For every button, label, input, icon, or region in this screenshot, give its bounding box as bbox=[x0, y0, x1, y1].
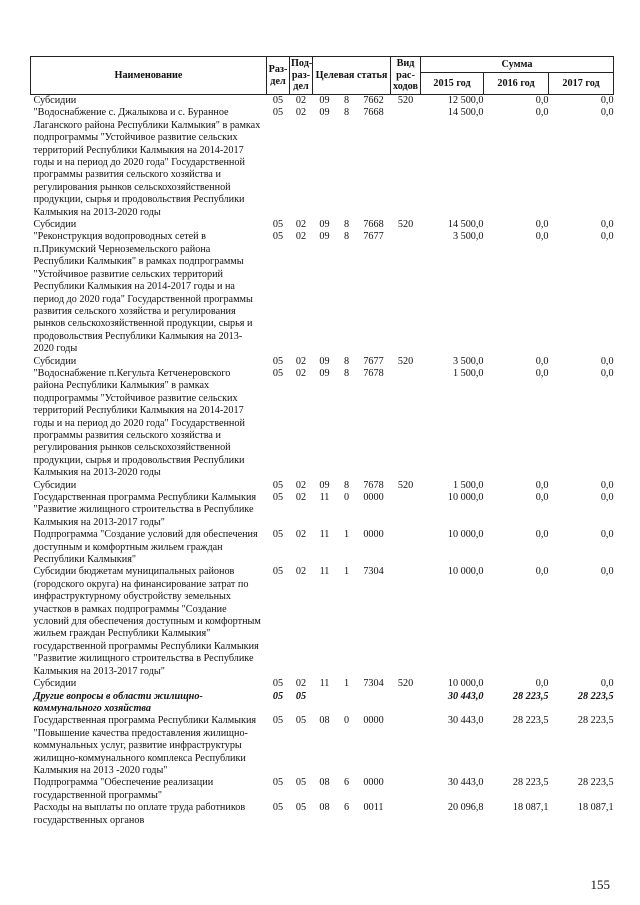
row-sum-2017: 0,0 bbox=[600, 231, 614, 243]
page-number: 155 bbox=[590, 876, 610, 892]
row-target-subprogram: 0 bbox=[343, 492, 350, 503]
row-target-code: 7304 bbox=[363, 566, 384, 578]
row-vid: 520 bbox=[397, 678, 414, 690]
row-name: Субсидии bbox=[33, 678, 77, 690]
table-row bbox=[31, 95, 614, 108]
table-row bbox=[31, 566, 614, 678]
row-razdel: 05 bbox=[272, 492, 284, 503]
row-podrazdel: 05 bbox=[295, 777, 307, 789]
row-target-program: 08 bbox=[319, 802, 330, 814]
header-2016: 2016 год bbox=[484, 73, 549, 95]
row-name: Государственная программа Республики Калмыкия "Развитие жилищного строительства в Республике Калмыкия на 2013-2017 годы" bbox=[33, 492, 257, 528]
row-target-subprogram: 6 bbox=[343, 777, 350, 789]
row-target-code: 0000 bbox=[363, 777, 384, 789]
row-podrazdel: 02 bbox=[295, 367, 307, 379]
row-sum-2016: 28 223,5 bbox=[512, 715, 549, 727]
row-name: Подпрограмма "Обеспечение реализации государственной программы" bbox=[33, 777, 214, 801]
row-target-code: 0000 bbox=[363, 715, 384, 727]
header-razdel: Раз-дел bbox=[267, 57, 290, 95]
row-target-subprogram: 8 bbox=[343, 107, 350, 119]
row-target-code: 0000 bbox=[363, 492, 384, 503]
row-podrazdel: 05 bbox=[295, 715, 307, 727]
row-name: Подпрограмма "Создание условий для обеспечения доступным и комфортным жильем граждан Республики Калмыкия" bbox=[33, 529, 258, 566]
table-row bbox=[31, 107, 614, 219]
row-sum-2015: 10 000,0 bbox=[447, 492, 484, 503]
row-target-program: 09 bbox=[319, 231, 330, 243]
row-sum-2015: 3 500,0 bbox=[452, 355, 484, 367]
row-target-subprogram: 1 bbox=[343, 566, 350, 578]
row-vid bbox=[391, 231, 421, 355]
row-name: Государственная программа Республики Калмыкия "Повышение качества предоставления жилищно-коммунальных услуг, развитие инфраструктуры жилищно-коммунального комплекса Республики Калмыкия на 2013 -2020 годы" bbox=[33, 715, 257, 776]
row-name: "Реконструкция водопроводных сетей в п.Прикумский Черноземельского района Республики Калмыкия" в рамках подпрограммы "Устойчивое развитие сельских территорий Республики Калмыкия на 2014-2017 годы и на период до 2020 года" Государственной программы развития сельского хозяйства и регулирования рынков сельскохозяйственной продукции, сырья и продовольствия Республики Калмыкия на 2013-2020 годы bbox=[33, 231, 253, 355]
row-sum-2016: 0,0 bbox=[535, 492, 549, 503]
row-target-program: 09 bbox=[319, 479, 330, 491]
row-podrazdel: 02 bbox=[295, 355, 307, 367]
row-target-code: 7677 bbox=[363, 231, 384, 243]
row-razdel: 05 bbox=[272, 566, 284, 578]
row-target-subprogram: 1 bbox=[343, 529, 350, 541]
table-row bbox=[31, 777, 614, 802]
row-sum-2016: 0,0 bbox=[535, 95, 549, 106]
table-row bbox=[31, 480, 614, 492]
table-row bbox=[31, 356, 614, 368]
row-sum-2015: 10 000,0 bbox=[447, 678, 484, 690]
row-name: Другие вопросы в области жилищно-коммунального хозяйства bbox=[33, 690, 203, 714]
row-target-subprogram: 8 bbox=[343, 95, 350, 106]
row-sum-2017: 0,0 bbox=[600, 479, 614, 491]
row-sum-2016: 0,0 bbox=[535, 367, 549, 379]
header-name: Наименование bbox=[31, 57, 267, 95]
row-sum-2017: 0,0 bbox=[600, 219, 614, 231]
row-podrazdel: 05 bbox=[295, 690, 307, 702]
table-row bbox=[31, 219, 614, 231]
row-target-program: 09 bbox=[319, 219, 330, 231]
table-row bbox=[31, 368, 614, 480]
row-sum-2016: 0,0 bbox=[535, 529, 549, 541]
row-razdel: 05 bbox=[272, 95, 284, 106]
row-podrazdel: 02 bbox=[295, 219, 307, 231]
row-target-subprogram: 8 bbox=[343, 479, 350, 491]
row-sum-2017: 0,0 bbox=[600, 492, 614, 503]
row-razdel: 05 bbox=[272, 529, 284, 541]
row-sum-2016: 0,0 bbox=[535, 566, 549, 578]
row-target-code: 7678 bbox=[363, 479, 384, 491]
row-target-program bbox=[313, 691, 337, 716]
row-sum-2015: 1 500,0 bbox=[452, 367, 484, 379]
row-sum-2017: 0,0 bbox=[600, 107, 614, 119]
row-target-program: 09 bbox=[319, 107, 330, 119]
row-sum-2015: 30 443,0 bbox=[447, 715, 484, 727]
header-2017: 2017 год bbox=[549, 73, 614, 95]
row-sum-2016: 0,0 bbox=[535, 479, 549, 491]
row-target-code: 7668 bbox=[363, 219, 384, 231]
budget-table bbox=[30, 56, 614, 827]
row-name: Субсидии bbox=[33, 355, 77, 367]
row-podrazdel: 02 bbox=[295, 231, 307, 243]
row-name: Расходы на выплаты по оплате труда работников государственных органов bbox=[33, 802, 246, 826]
row-vid bbox=[391, 107, 421, 219]
row-sum-2015: 30 443,0 bbox=[447, 777, 484, 789]
table-row bbox=[31, 715, 614, 777]
row-target-subprogram: 8 bbox=[343, 367, 350, 379]
row-target-program: 09 bbox=[319, 367, 330, 379]
row-target-program: 09 bbox=[319, 95, 330, 106]
row-target-program: 08 bbox=[319, 777, 330, 789]
row-podrazdel: 02 bbox=[295, 492, 307, 503]
row-podrazdel: 02 bbox=[295, 529, 307, 541]
header-2015: 2015 год bbox=[421, 73, 484, 95]
row-vid bbox=[391, 368, 421, 480]
header-podrazdel: Под-раз-дел bbox=[290, 57, 313, 95]
row-podrazdel: 02 bbox=[295, 678, 307, 690]
row-sum-2016: 28 223,5 bbox=[512, 777, 549, 789]
row-target-subprogram bbox=[337, 691, 357, 716]
row-sum-2016: 0,0 bbox=[535, 107, 549, 119]
row-target-code: 0011 bbox=[363, 802, 384, 814]
row-vid bbox=[391, 691, 421, 716]
row-razdel: 05 bbox=[272, 777, 284, 789]
row-razdel: 05 bbox=[272, 219, 284, 231]
row-target-code: 7678 bbox=[363, 367, 384, 379]
row-sum-2017: 0,0 bbox=[600, 355, 614, 367]
row-sum-2017: 0,0 bbox=[600, 566, 614, 578]
row-vid bbox=[391, 492, 421, 529]
row-target-code: 0000 bbox=[363, 529, 384, 541]
header-target: Целевая статья bbox=[313, 57, 391, 95]
row-sum-2017: 18 087,1 bbox=[577, 802, 614, 814]
header-vid: Вид рас-ходов bbox=[391, 57, 421, 95]
row-sum-2017: 28 223,5 bbox=[577, 777, 614, 789]
row-target-subprogram: 8 bbox=[343, 219, 350, 231]
row-target-program: 11 bbox=[319, 529, 330, 541]
row-sum-2017: 28 223,5 bbox=[577, 715, 614, 727]
row-sum-2015: 20 096,8 bbox=[447, 802, 484, 814]
row-vid: 520 bbox=[397, 355, 414, 367]
table-row bbox=[31, 802, 614, 827]
row-sum-2016: 0,0 bbox=[535, 219, 549, 231]
row-sum-2017: 0,0 bbox=[600, 367, 614, 379]
table-row bbox=[31, 678, 614, 690]
row-vid bbox=[391, 777, 421, 802]
row-target-subprogram: 1 bbox=[343, 678, 350, 690]
row-name: "Водоснабжение п.Кегульта Кетченеровского района Республики Калмыкия" в рамках подпрограммы "Устойчивое развитие сельских территорий Республики Калмыкия на 2014-2017 годы и на период до 2020 года" Государственной программы развития сельского хозяйства и регулирования рынков сельскохозяйственной продукции, сырья и продовольствия Республики Калмыкия на 2013-2020 годы bbox=[33, 367, 245, 479]
header-summa: Сумма bbox=[421, 57, 614, 73]
row-sum-2016: 0,0 bbox=[535, 678, 549, 690]
row-target-subprogram: 0 bbox=[343, 715, 350, 727]
row-target-code: 7304 bbox=[363, 678, 384, 690]
row-vid: 520 bbox=[397, 479, 414, 491]
row-target-program: 08 bbox=[319, 715, 330, 727]
row-razdel: 05 bbox=[272, 715, 284, 727]
row-podrazdel: 02 bbox=[295, 479, 307, 491]
row-sum-2017: 28 223,5 bbox=[577, 690, 614, 702]
row-target-subprogram: 6 bbox=[343, 802, 350, 814]
row-target-subprogram: 8 bbox=[343, 231, 350, 243]
row-razdel: 05 bbox=[272, 367, 284, 379]
row-razdel: 05 bbox=[272, 802, 284, 814]
row-sum-2015: 14 500,0 bbox=[447, 219, 484, 231]
table-header bbox=[31, 57, 614, 95]
row-vid bbox=[391, 566, 421, 678]
table-row bbox=[31, 691, 614, 716]
row-podrazdel: 02 bbox=[295, 107, 307, 119]
row-target-code: 7662 bbox=[363, 95, 384, 106]
row-sum-2016: 28 223,5 bbox=[512, 690, 549, 702]
row-sum-2017: 0,0 bbox=[600, 529, 614, 541]
row-razdel: 05 bbox=[272, 107, 284, 119]
row-podrazdel: 05 bbox=[295, 802, 307, 814]
row-podrazdel: 02 bbox=[295, 566, 307, 578]
table-body bbox=[31, 95, 614, 827]
row-sum-2015: 14 500,0 bbox=[447, 107, 484, 119]
row-sum-2015: 12 500,0 bbox=[447, 95, 484, 106]
row-razdel: 05 bbox=[272, 690, 284, 702]
table-row bbox=[31, 529, 614, 566]
row-name: Субсидии bbox=[33, 219, 77, 231]
row-sum-2015: 10 000,0 bbox=[447, 529, 484, 541]
row-sum-2017: 0,0 bbox=[600, 95, 614, 106]
row-target-code bbox=[357, 691, 391, 716]
row-sum-2017: 0,0 bbox=[600, 678, 614, 690]
row-vid: 520 bbox=[397, 219, 414, 231]
row-target-subprogram: 8 bbox=[343, 355, 350, 367]
row-target-program: 09 bbox=[319, 355, 330, 367]
row-razdel: 05 bbox=[272, 355, 284, 367]
row-target-program: 11 bbox=[319, 678, 330, 690]
row-target-code: 7668 bbox=[363, 107, 384, 119]
row-razdel: 05 bbox=[272, 479, 284, 491]
row-name: "Водоснабжение с. Джалыкова и с. Буранное Лаганского района Республики Калмыкия" в рамках подпрограммы "Устойчивое развитие сельских территорий Республики Калмыкия на 2014-2017 годы и на период до 2020 года" Государственной программы развития сельского хозяйства и регулирования рынков сельскохозяйственной продукции, сырья и продовольствия Республики Калмыкия на 2013-2020 годы bbox=[33, 107, 261, 218]
row-razdel: 05 bbox=[272, 678, 284, 690]
row-name: Субсидии bbox=[33, 479, 77, 491]
row-sum-2016: 0,0 bbox=[535, 355, 549, 367]
row-vid: 520 bbox=[397, 95, 414, 106]
row-sum-2015: 1 500,0 bbox=[452, 479, 484, 491]
row-sum-2015: 3 500,0 bbox=[452, 231, 484, 243]
row-name: Субсидии бюджетам муниципальных районов (городского округа) на финансирование затрат по инфраструктурному обустройству земельных участков в рамках подпрограммы "Создание условий для обеспечения доступным и комфортным жильем граждан Республики Калмыкия" государственной программы Республики Калмыкия "Развитие жилищного строительства в Республике Калмыкия на 2013-2017 годы" bbox=[33, 566, 261, 677]
row-name: Субсидии bbox=[33, 95, 77, 106]
row-sum-2016: 0,0 bbox=[535, 231, 549, 243]
row-sum-2015: 30 443,0 bbox=[447, 690, 484, 702]
table-row bbox=[31, 492, 614, 529]
row-sum-2015: 10 000,0 bbox=[447, 566, 484, 578]
row-target-program: 11 bbox=[319, 492, 330, 503]
row-target-program: 11 bbox=[319, 566, 330, 578]
row-vid bbox=[391, 529, 421, 566]
row-razdel: 05 bbox=[272, 231, 284, 243]
row-sum-2016: 18 087,1 bbox=[512, 802, 549, 814]
row-target-code: 7677 bbox=[363, 355, 384, 367]
table-row bbox=[31, 231, 614, 355]
row-vid bbox=[391, 802, 421, 827]
row-podrazdel: 02 bbox=[295, 95, 307, 106]
row-vid bbox=[391, 715, 421, 777]
